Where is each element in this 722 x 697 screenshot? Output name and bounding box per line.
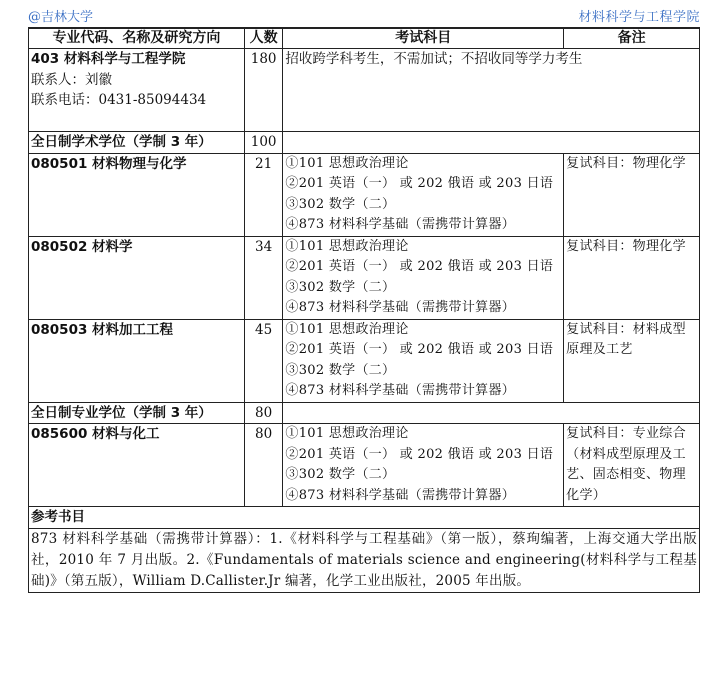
subject-item: ①101 思想政治理论 — [285, 238, 409, 254]
section-row — [29, 132, 700, 154]
subject-item: ②201 英语（一） 或 202 俄语 或 203 日语 — [285, 342, 554, 357]
section-title: 全日制专业学位（学制 3 年） — [29, 402, 245, 424]
program-row — [29, 424, 700, 507]
column-header-count: 人数 — [244, 28, 283, 49]
program-subjects — [283, 319, 564, 402]
program-row — [29, 153, 700, 236]
program-count: 34 — [244, 236, 283, 319]
section-row — [29, 402, 700, 424]
college-row — [29, 49, 700, 132]
column-header-program: 专业代码、名称及研究方向 — [29, 28, 245, 49]
references-row — [29, 528, 700, 592]
college-note: 招收跨学科考生，不需加试；不招收同等学力考生 — [283, 49, 700, 132]
subject-item: ③302 数学（二） — [285, 467, 396, 482]
subject-item: ①101 思想政治理论 — [285, 321, 409, 337]
program-subjects — [283, 153, 564, 236]
section-blank — [283, 132, 700, 154]
program-count: 45 — [244, 319, 283, 402]
section-blank — [283, 402, 700, 424]
admissions-table — [28, 27, 700, 593]
contact-person: 联系人：刘徽 — [31, 71, 112, 88]
subject-item: ②201 英语（一） 或 202 俄语 或 203 日语 — [285, 446, 554, 462]
college-info — [29, 49, 245, 132]
program-name: 080503 材料加工工程 — [29, 319, 245, 402]
program-count: 21 — [244, 153, 283, 236]
program-subjects — [283, 236, 564, 319]
subject-item: ①101 思想政治理论 — [285, 155, 409, 171]
subject-item: ②201 英语（一） 或 202 俄语 或 203 日语 — [285, 176, 554, 191]
program-count: 80 — [244, 424, 283, 507]
subject-item: ③302 数学（二） — [285, 196, 396, 212]
college-name: 材料科学与工程学院 — [578, 10, 700, 25]
section-count: 80 — [244, 402, 283, 424]
university-name: @吉林大学 — [28, 10, 94, 25]
subject-item: ①101 思想政治理论 — [285, 426, 409, 441]
contact-phone: 联系电话：0431-85094434 — [31, 92, 207, 108]
column-header-subjects: 考试科目 — [283, 28, 564, 49]
section-title: 全日制学术学位（学制 3 年） — [29, 132, 245, 154]
program-subjects — [283, 424, 564, 507]
program-name: 080501 材料物理与化学 — [29, 153, 245, 236]
subject-item: ④873 材料科学基础（需携带计算器） — [285, 217, 516, 232]
references-title: 参考书目 — [29, 507, 700, 529]
subject-item: ④873 材料科学基础（需携带计算器） — [285, 300, 516, 315]
subject-item: ③302 数学（二） — [285, 279, 396, 295]
subject-item: ②201 英语（一） 或 202 俄语 或 203 日语 — [285, 259, 554, 274]
program-row — [29, 319, 700, 402]
program-name: 085600 材料与化工 — [29, 424, 245, 507]
references-text: 873 材料科学基础（需携带计算器）：1.《材料科学与工程基础》（第一版），蔡珣编著，上海交通大学出版社，2010 年 7 月出版。2.《Fundamentals of materials science and engineering(材料科学与工程基础)》（第五版），William D.Callister.Jr 编著，化学工业出版社，2005 年出版。 — [29, 528, 700, 592]
program-note: 复试科目：物理化学 — [564, 236, 700, 319]
subject-item: ③302 数学（二） — [285, 362, 396, 378]
column-header-notes: 备注 — [564, 28, 700, 49]
section-count: 100 — [244, 132, 283, 154]
table-header-row — [29, 28, 700, 49]
subject-item: ④873 材料科学基础（需携带计算器） — [285, 383, 516, 398]
college-title: 403 材料科学与工程学院 — [31, 51, 186, 67]
program-note: 复试科目：材料成型原理及工艺 — [564, 319, 700, 402]
program-note: 复试科目：专业综合（材料成型原理及工艺、固态相变、物理化学） — [564, 424, 700, 507]
program-row — [29, 236, 700, 319]
program-name: 080502 材料学 — [29, 236, 245, 319]
references-title-row — [29, 507, 700, 529]
program-note: 复试科目：物理化学 — [564, 153, 700, 236]
college-count: 180 — [244, 49, 283, 132]
page-header — [28, 4, 700, 26]
subject-item: ④873 材料科学基础（需携带计算器） — [285, 487, 516, 503]
